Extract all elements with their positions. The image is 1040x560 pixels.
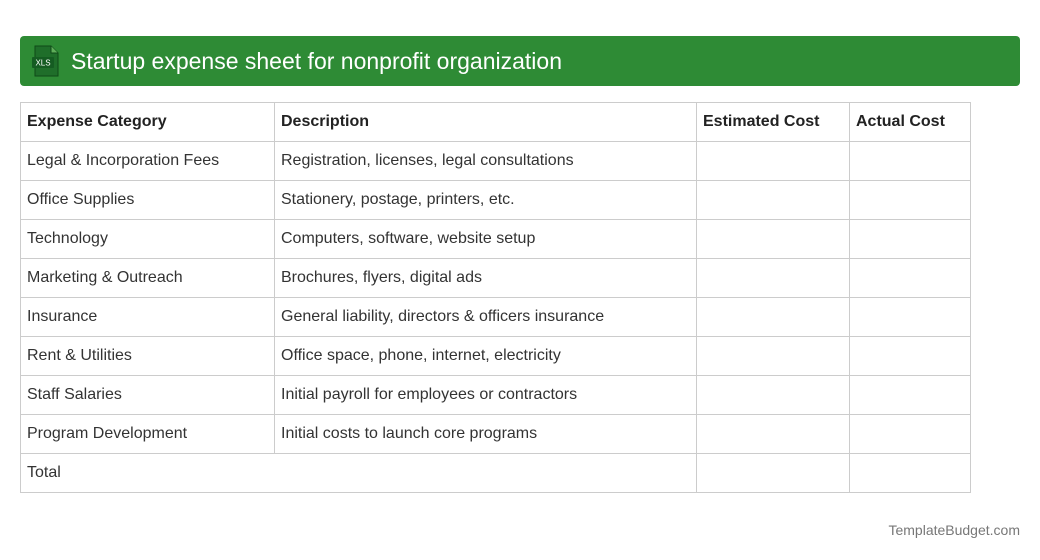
expense-category-cell[interactable]: Staff Salaries (21, 376, 275, 415)
expense-category-cell[interactable]: Legal & Incorporation Fees (21, 142, 275, 181)
table-row (21, 337, 971, 376)
estimated-cost-cell[interactable] (697, 220, 850, 259)
total-label-cell[interactable]: Total (21, 454, 697, 493)
table-row (21, 220, 971, 259)
estimated-cost-cell[interactable] (697, 298, 850, 337)
column-header-estimated-cost: Estimated Cost (697, 103, 850, 142)
estimated-cost-cell[interactable] (697, 181, 850, 220)
expense-category-cell[interactable]: Technology (21, 220, 275, 259)
actual-cost-cell[interactable] (850, 415, 971, 454)
expense-category-cell[interactable]: Rent & Utilities (21, 337, 275, 376)
description-cell[interactable]: Stationery, postage, printers, etc. (275, 181, 697, 220)
description-cell[interactable]: Computers, software, website setup (275, 220, 697, 259)
expense-table (20, 102, 971, 493)
description-cell[interactable]: General liability, directors & officers insurance (275, 298, 697, 337)
actual-cost-cell[interactable] (850, 181, 971, 220)
total-row (21, 454, 971, 493)
actual-cost-cell[interactable] (850, 259, 971, 298)
actual-cost-cell[interactable] (850, 298, 971, 337)
table-row (21, 376, 971, 415)
estimated-cost-cell[interactable] (697, 376, 850, 415)
total-estimated-cost-cell[interactable] (697, 454, 850, 493)
estimated-cost-cell[interactable] (697, 142, 850, 181)
table-row (21, 181, 971, 220)
description-cell[interactable]: Initial payroll for employees or contractors (275, 376, 697, 415)
column-header-expense-category: Expense Category (21, 103, 275, 142)
xls-icon-label: XLS (35, 58, 51, 68)
table-row (21, 259, 971, 298)
description-cell[interactable]: Initial costs to launch core programs (275, 415, 697, 454)
expense-category-cell[interactable]: Insurance (21, 298, 275, 337)
column-header-description: Description (275, 103, 697, 142)
description-cell[interactable]: Brochures, flyers, digital ads (275, 259, 697, 298)
table-row (21, 415, 971, 454)
column-header-actual-cost: Actual Cost (850, 103, 971, 142)
page-title: Startup expense sheet for nonprofit organization (71, 48, 562, 74)
expense-category-cell[interactable]: Marketing & Outreach (21, 259, 275, 298)
actual-cost-cell[interactable] (850, 337, 971, 376)
expense-category-cell[interactable]: Office Supplies (21, 181, 275, 220)
actual-cost-cell[interactable] (850, 142, 971, 181)
estimated-cost-cell[interactable] (697, 415, 850, 454)
table-row (21, 142, 971, 181)
total-actual-cost-cell[interactable] (850, 454, 971, 493)
description-cell[interactable]: Registration, licenses, legal consultations (275, 142, 697, 181)
expense-category-cell[interactable]: Program Development (21, 415, 275, 454)
description-cell[interactable]: Office space, phone, internet, electricity (275, 337, 697, 376)
xls-file-icon (31, 45, 61, 77)
actual-cost-cell[interactable] (850, 220, 971, 259)
estimated-cost-cell[interactable] (697, 259, 850, 298)
estimated-cost-cell[interactable] (697, 337, 850, 376)
actual-cost-cell[interactable] (850, 376, 971, 415)
title-bar (20, 36, 1020, 86)
table-header-row (21, 103, 971, 142)
table-row (21, 298, 971, 337)
brand-footer: TemplateBudget.com (888, 522, 1020, 538)
